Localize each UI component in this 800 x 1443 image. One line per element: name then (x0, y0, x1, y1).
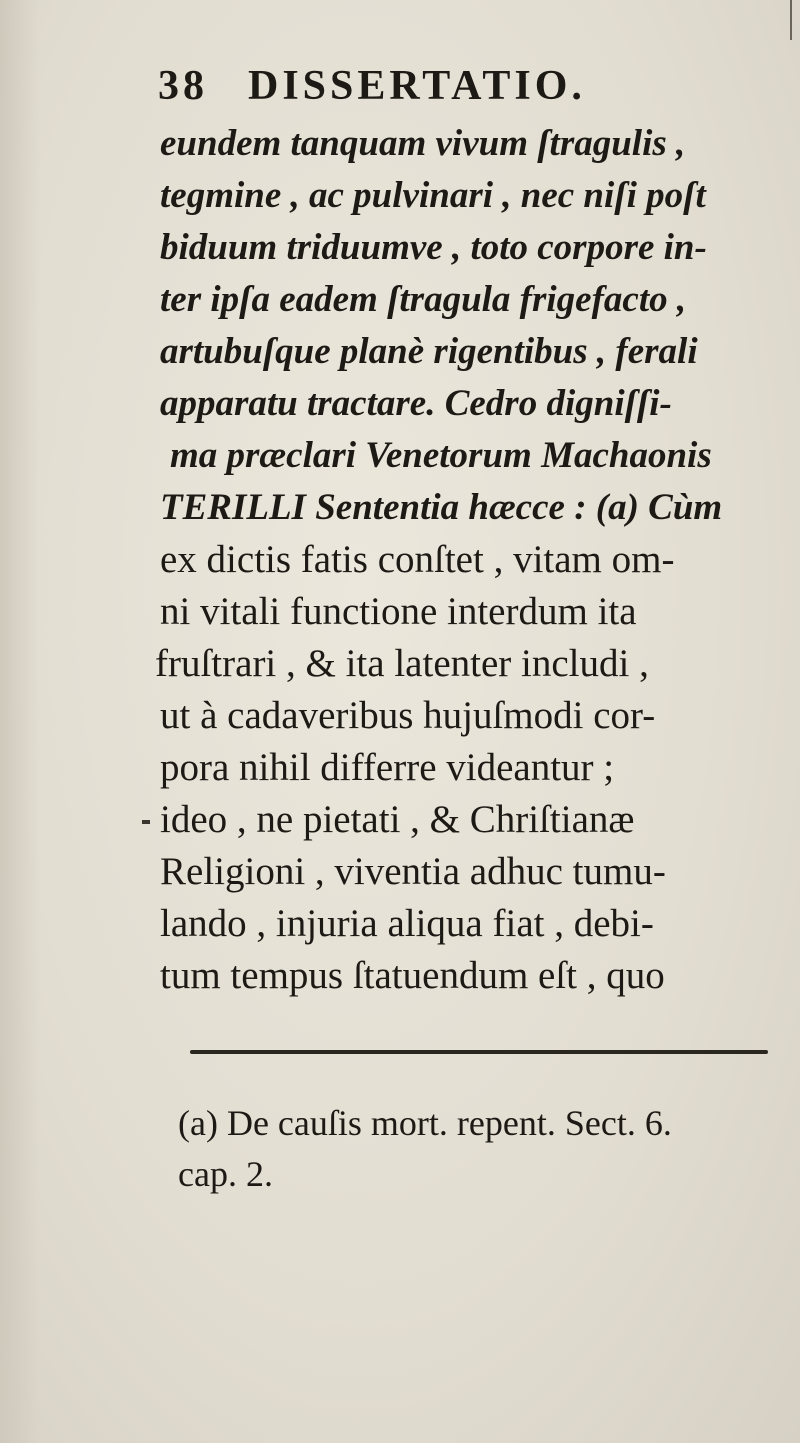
text-line: fruſtrari , & ita latenter includi , (155, 642, 649, 685)
running-header (158, 62, 586, 110)
footnote-line: cap. 2. (178, 1154, 273, 1194)
text-line: lando , injuria aliqua fiat , debi- (160, 902, 654, 945)
footnote-rule (190, 1050, 768, 1054)
text-line: artubuſque planè rigentibus , ferali (160, 331, 698, 372)
page-number: 38 (158, 63, 208, 109)
text-line: eundem tanquam vivum ſtragulis , (160, 123, 686, 164)
text-line: tegmine , ac pulvinari , nec niſi poſt (160, 175, 706, 216)
text-line: biduum triduumve , toto corpore in- (160, 227, 707, 268)
text-line: tum tempus ſtatuendum eſt , quo (160, 954, 665, 997)
text-line: apparatu tractare. Cedro digniſſi- (160, 383, 672, 424)
text-line: Religioni , viventia adhuc tumu- (160, 850, 666, 893)
body-text (155, 118, 800, 1002)
text-line: ter ipſa eadem ſtragula frigefacto , (160, 279, 687, 320)
running-title: DISSERTATIO. (248, 63, 586, 109)
text-line: ut à cadaveribus hujuſmodi cor- (160, 694, 656, 737)
text-line: pora nihil differre videantur ; (160, 746, 615, 789)
text-line: TERILLI Sententia hæcce : (a) Cùm (160, 487, 723, 528)
page-edge-mark (790, 0, 792, 40)
text-line: ma præclari Venetorum Machaonis (170, 435, 712, 476)
page-gutter-shadow (0, 0, 40, 1443)
margin-mark (142, 820, 150, 824)
text-line: ni vitali functione interdum ita (160, 590, 637, 633)
text-line: ideo , ne pietati , & Chriſtianæ (160, 798, 635, 841)
text-line: ex dictis fatis conſtet , vitam om- (160, 538, 675, 581)
footnote-line: (a) De cauſis mort. repent. Sect. 6. (178, 1103, 672, 1143)
